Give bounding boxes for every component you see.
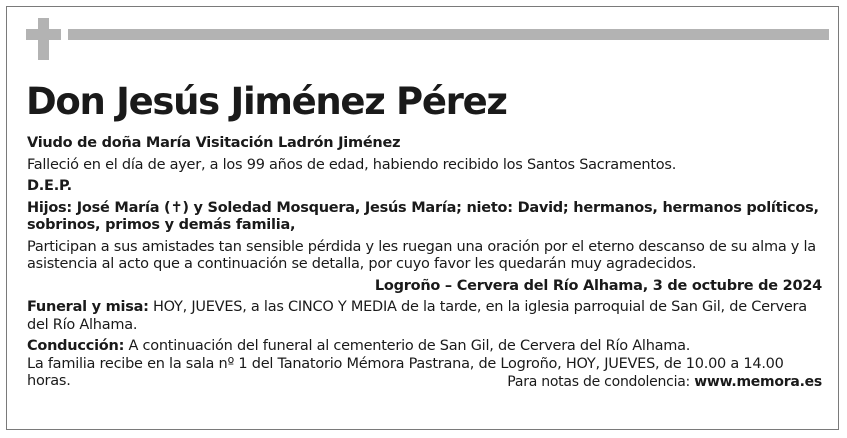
announcement-text: Participan a sus amistades tan sensible pérdida y les ruegan una oración por el eterno descanso de su alma y la asistencia al acto que a continuación se detalla, por cuyo favor les quedarán muy agradecidos. xyxy=(27,238,816,272)
funeral-label: Funeral y misa: xyxy=(27,299,149,315)
cross-icon: ✝ xyxy=(170,199,183,216)
conduction-text: A continuación del funeral al cementerio de San Gil, de Cervera del Río Alhama. xyxy=(124,338,691,354)
family-line xyxy=(27,200,822,235)
cross-icon-horizontal xyxy=(26,29,61,40)
condolence-label: Para notas de condolencia: xyxy=(507,373,695,390)
condolence-line xyxy=(27,374,822,392)
funeral-line xyxy=(27,299,822,334)
rip-line: D.E.P. xyxy=(27,178,72,194)
family-text-2: ) y Soledad Mosquera, Jesús María; nieto: David; hermanos, hermanos políticos, sobrinos, primos y demás familia, xyxy=(27,199,819,233)
family-text-1: Hijos: José María ( xyxy=(27,199,171,216)
funeral-text: HOY, JUEVES, a las CINCO Y MEDIA de la tarde, en la iglesia parroquial de San Gil, de Cervera del Río Alhama. xyxy=(27,299,807,333)
deceased-name: Don Jesús Jiménez Pérez xyxy=(26,80,507,123)
conduction-line xyxy=(27,338,822,356)
reception-text: La familia recibe en la sala nº 1 del Tanatorio Mémora Pastrana, de Logroño, HOY, JUEVES, de 10.00 a 14.00 horas. xyxy=(27,355,784,389)
widow-of-line: Viudo de doña María Visitación Ladrón Jiménez xyxy=(27,135,401,151)
conduction-label: Conducción: xyxy=(27,338,125,354)
death-line: Falleció en el día de ayer, a los 99 años de edad, habiendo recibido los Santos Sacramentos. xyxy=(27,156,677,173)
place-date: Logroño – Cervera del Río Alhama, 3 de octubre de 2024 xyxy=(374,277,822,294)
notice-body xyxy=(27,135,822,395)
header-rule xyxy=(68,29,829,40)
condolence-link[interactable]: www.memora.es xyxy=(694,373,822,390)
